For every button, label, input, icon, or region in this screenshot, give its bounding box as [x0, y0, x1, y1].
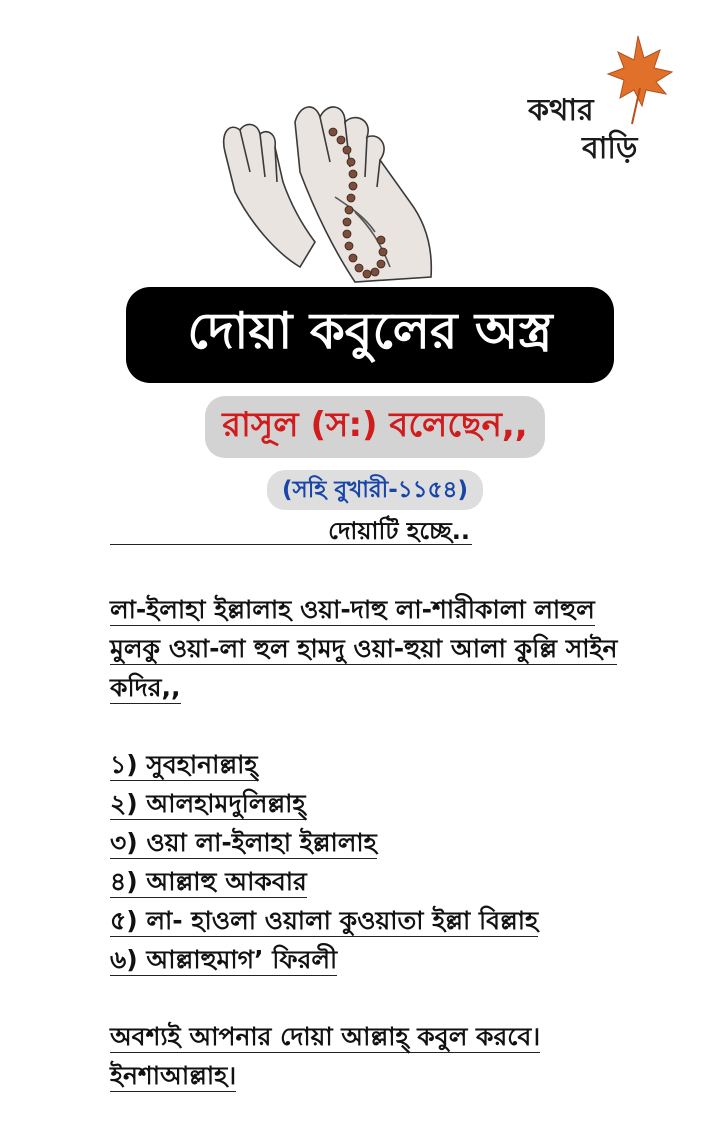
list-item: ৬) আল্লাহুমাগ’ ফিরলী	[110, 945, 338, 974]
dua-line: কদির,,	[110, 673, 181, 702]
list-item: ২) আলহামদুলিল্লাহ্	[110, 789, 306, 818]
lead-text: দোয়াটি হচ্ছে..	[328, 517, 470, 545]
list-item: ৪) আল্লাহু আকবার	[110, 867, 307, 896]
praying-hands-illustration	[205, 92, 455, 292]
hadith-reference: (সহি বুখারী-১১৫৪)	[282, 476, 468, 503]
list-item: ৩) ওয়া লা-ইলাহা ইল্লালাহ	[110, 828, 377, 857]
logo-word-1: কথার	[528, 93, 594, 128]
subtitle-banner	[205, 396, 545, 458]
dua-body	[110, 590, 690, 1095]
praying-hands-with-tasbih-icon	[205, 92, 455, 292]
title-banner	[126, 287, 614, 383]
subtitle: রাসূল (স:) বলেছেন,,	[222, 404, 528, 445]
page-title: দোয়া কবুলের অস্ত্র	[187, 301, 553, 360]
closing-line: অবশ্যই আপনার দোয়া আল্লাহ্ কবুল করবে।	[110, 1022, 541, 1051]
dua-line: লা-ইলাহা ইল্লালাহ ওয়া-দাহু লা-শারীকালা লাহুল	[110, 595, 595, 624]
list-item: ৫) লা- হাওলা ওয়ালা কুওয়াতা ইল্লা বিল্লাহ	[110, 906, 539, 935]
dua-line: মুলকু ওয়া-লা হুল হামদু ওয়া-হুয়া আলা কুল্লি সাইন	[110, 634, 618, 663]
brand-logo	[520, 28, 680, 173]
logo-word-2: বাড়ি	[582, 131, 638, 166]
reference-badge	[267, 470, 483, 510]
list-item: ১) সুবহানাল্লাহ্	[110, 750, 258, 779]
closing-line: ইনশাআল্লাহ।	[110, 1061, 237, 1090]
